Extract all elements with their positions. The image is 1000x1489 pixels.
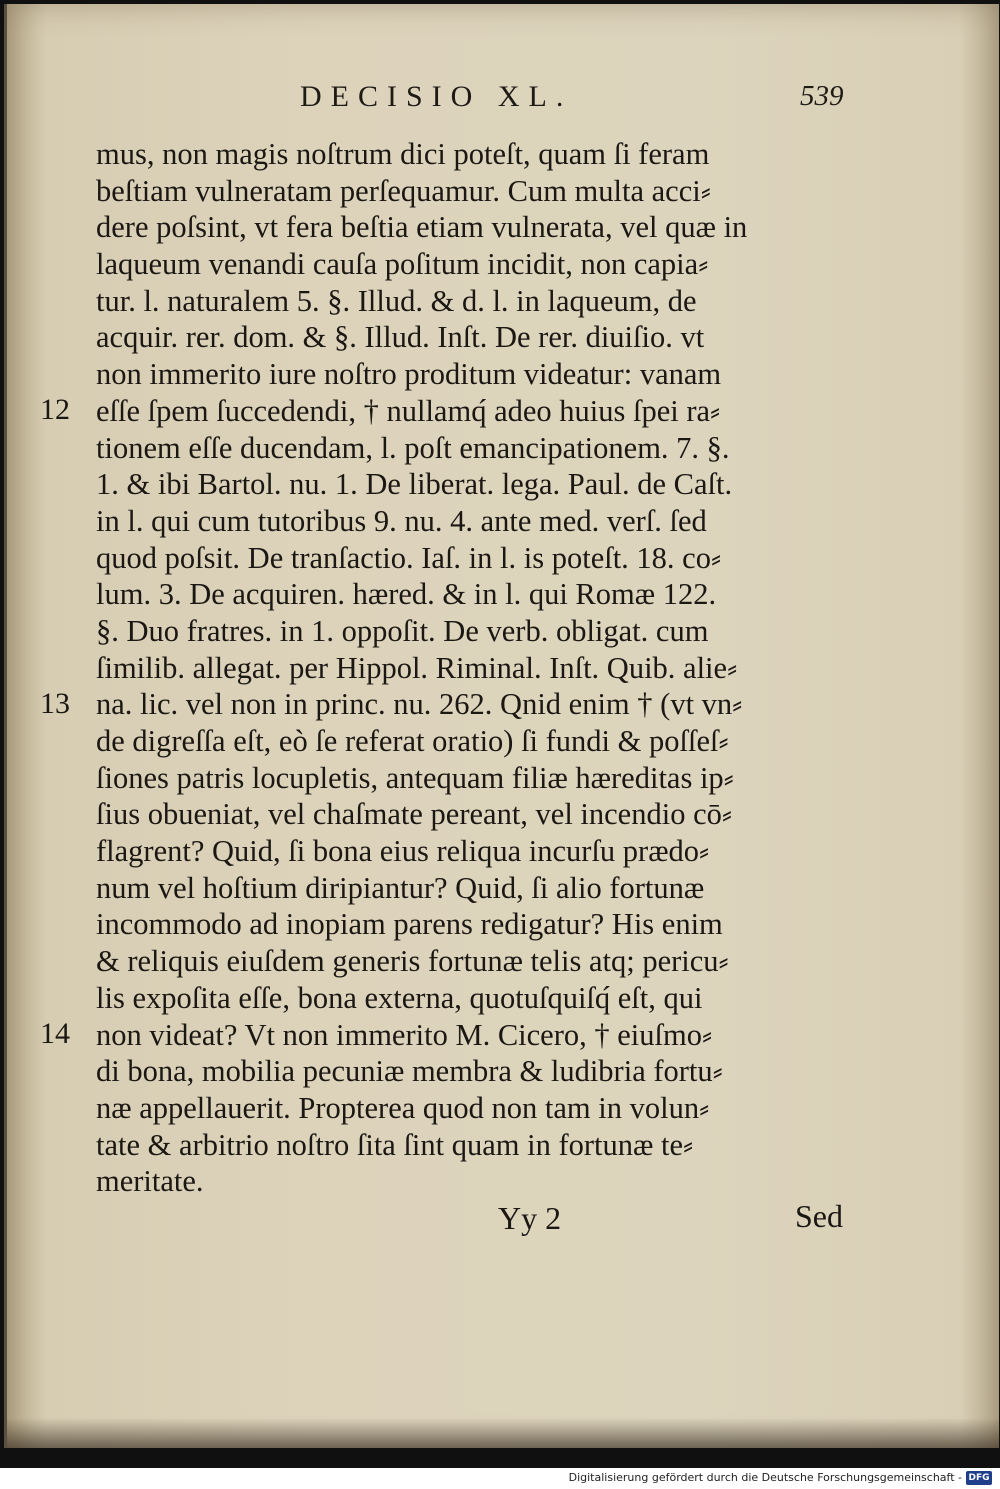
text-line: §. Duo fratres. in 1. oppoſit. De verb. obligat. cum bbox=[96, 613, 709, 648]
text-line: num vel hoſtium diripiantur? Quid, ſi alio fortunæ bbox=[96, 870, 705, 905]
text-line: lis expoſita eſſe, bona externa, quotuſquiſq́ eſt, qui bbox=[96, 980, 703, 1015]
running-head: DECISIO XL. bbox=[300, 80, 573, 113]
text-line: 1. & ibi Bartol. nu. 1. De liberat. lega. Paul. de Caſt. bbox=[96, 467, 733, 502]
text-line: næ appellauerit. Propterea quod non tam in volun⸗ bbox=[96, 1090, 710, 1125]
text-line: laqueum venandi cauſa poſitum incidit, non capia⸗ bbox=[96, 247, 709, 282]
dfg-logo: DFG bbox=[966, 1471, 992, 1485]
text-line: ſius obueniat, vel chaſmate pereant, vel incendio cō⸗ bbox=[96, 797, 733, 832]
page-number: 539 bbox=[800, 80, 844, 112]
text-line: & reliquis eiuſdem generis fortunæ telis atq; pericu⸗ bbox=[96, 944, 729, 979]
text-line: non immerito iure noſtro proditum videatur: vanam bbox=[96, 357, 722, 392]
text-line: meritate. bbox=[96, 1164, 204, 1199]
signature-mark: Yy 2 bbox=[498, 1200, 562, 1236]
margin-note-number: 14 bbox=[40, 1016, 70, 1050]
text-line: ſiones patris locupletis, antequam filiæ hæreditas ip⸗ bbox=[96, 760, 734, 795]
catchword: Sed bbox=[795, 1198, 843, 1234]
page-edge-shadow bbox=[7, 1418, 999, 1448]
text-line: eſſe ſpem ſuccedendi, † nullamq́ adeo huius ſpei ra⸗ bbox=[96, 393, 721, 428]
text-line: tate & arbitrio noſtro ſita ſint quam in fortunæ te⸗ bbox=[96, 1127, 694, 1162]
text-line: de digreſſa eſt, eò ſe referat oratio) ſi fundi & poſſeſ⸗ bbox=[96, 724, 729, 758]
text-line: incommodo ad inopiam parens redigatur? His enim bbox=[96, 907, 723, 942]
margin-note-number: 12 bbox=[40, 392, 70, 426]
text-line: di bona, mobilia pecuniæ membra & ludibria fortu⸗ bbox=[96, 1054, 723, 1089]
text-line: lum. 3. De acquiren. hæred. & in l. qui Romæ 122. bbox=[96, 577, 717, 612]
text-line: beſtiam vulneratam perſequamur. Cum multa acci⸗ bbox=[96, 173, 711, 208]
text-line: dere poſsint, vt fera beſtia etiam vulnerata, vel quæ in bbox=[96, 210, 748, 245]
digitization-footer bbox=[0, 1468, 1000, 1489]
text-line: acquir. rer. dom. & §. Illud. Inſt. De rer. diuiſio. vt bbox=[96, 320, 705, 355]
text-line: in l. qui cum tutoribus 9. nu. 4. ante med. verſ. ſed bbox=[96, 503, 707, 538]
text-line: tur. l. naturalem 5. §. Illud. & d. l. in laqueum, de bbox=[96, 283, 697, 318]
text-line: flagrent? Quid, ſi bona eius reliqua incurſu prædo⸗ bbox=[96, 834, 710, 869]
body-text bbox=[96, 136, 866, 1200]
text-line: ſimilib. allegat. per Hippol. Riminal. Inſt. Quib. alie⸗ bbox=[96, 650, 738, 685]
text-line: non videat? Vt non immerito M. Cicero, † eiuſmo⸗ bbox=[96, 1017, 713, 1052]
text-line: mus, non magis noſtrum dici poteſt, quam ſi feram bbox=[96, 137, 710, 171]
text-line: na. lic. vel non in princ. nu. 262. Qnid enim † (vt vn⸗ bbox=[96, 687, 743, 722]
text-line: quod poſsit. De tranſactio. Iaſ. in l. is poteſt. 18. co⸗ bbox=[96, 540, 722, 575]
margin-note-number: 13 bbox=[40, 686, 70, 720]
footer-credit: Digitalisierung gefördert durch die Deutsche Forschungsgemeinschaft - bbox=[568, 1471, 962, 1484]
text-line: tionem eſſe ducendam, l. poſt emancipationem. 7. §. bbox=[96, 430, 730, 465]
